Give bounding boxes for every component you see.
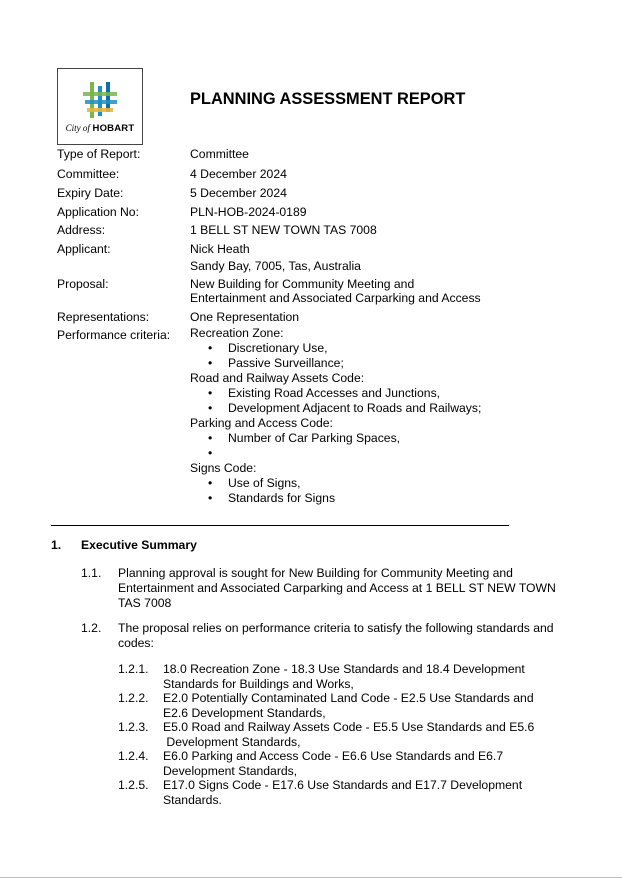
section-title: Executive Summary bbox=[81, 538, 197, 552]
subitem-number: 1.2.4. bbox=[118, 749, 149, 763]
criteria-item-text: Passive Surveillance; bbox=[228, 356, 344, 370]
paragraph-number: 1.1. bbox=[81, 566, 102, 580]
subitem-text bbox=[163, 691, 563, 721]
criteria-item-text: Use of Signs, bbox=[228, 476, 301, 490]
subitem-line: E17.0 Signs Code - E17.6 Use Standards and E17.7 Development bbox=[163, 778, 523, 792]
subitem-line: E6.0 Parking and Access Code - E6.6 Use Standards and E6.7 bbox=[163, 749, 504, 763]
subitem-number: 1.2.5. bbox=[118, 778, 149, 792]
criteria-item bbox=[190, 401, 481, 416]
meta-value: 5 December 2024 bbox=[190, 186, 287, 200]
meta-label: Proposal: bbox=[57, 277, 109, 291]
subitem-number: 1.2.3. bbox=[118, 720, 149, 734]
meta-label: Type of Report: bbox=[57, 147, 141, 161]
performance-criteria-list bbox=[190, 326, 481, 506]
subitem-line: Development Standards, bbox=[163, 764, 298, 778]
paragraph-text: Planning approval is sought for New Building for Community Meeting and Entertainment and Associated Carparking and Access at 1 BELL ST NEW TOWN TAS 7008 bbox=[118, 566, 556, 610]
meta-label: Application No: bbox=[57, 205, 139, 219]
meta-value: One Representation bbox=[190, 310, 300, 324]
section-number: 1. bbox=[51, 538, 62, 552]
subitem-text bbox=[163, 662, 563, 692]
bullet-icon: • bbox=[208, 401, 213, 415]
criteria-zone: Parking and Access Code: bbox=[190, 416, 333, 430]
subitem-line: Standards. bbox=[163, 793, 222, 807]
bullet-icon: • bbox=[208, 491, 213, 505]
bullet-icon: • bbox=[208, 476, 213, 490]
meta-value: Nick Heath bbox=[190, 242, 250, 256]
report-title: PLANNING ASSESSMENT REPORT bbox=[190, 90, 466, 108]
paragraph-text: The proposal relies on performance criteria to satisfy the following standards and codes: bbox=[118, 621, 554, 650]
subitem-text bbox=[163, 720, 563, 750]
meta-label: Expiry Date: bbox=[57, 186, 124, 200]
subitem-line: E2.0 Potentially Contaminated Land Code - E2.5 Use Standards and bbox=[163, 691, 534, 705]
paragraph-number: 1.2. bbox=[81, 621, 102, 635]
meta-label: Address: bbox=[57, 223, 106, 237]
subitem-number: 1.2.2. bbox=[118, 691, 149, 705]
criteria-item bbox=[190, 476, 481, 491]
page-bottom-edge bbox=[0, 877, 622, 878]
criteria-item-text: Discretionary Use, bbox=[228, 341, 328, 355]
criteria-item bbox=[190, 446, 481, 461]
subitem-text bbox=[163, 778, 563, 808]
meta-label: Performance criteria: bbox=[57, 328, 171, 342]
criteria-item bbox=[190, 431, 481, 446]
criteria-item-text: Existing Road Accesses and Junctions, bbox=[228, 386, 441, 400]
criteria-item bbox=[190, 491, 481, 506]
logo-city-of: City of bbox=[65, 123, 90, 133]
bullet-icon: • bbox=[208, 446, 213, 460]
subitem-line: E5.0 Road and Railway Assets Code - E5.5 Use Standards and E5.6 bbox=[163, 720, 535, 734]
city-of-hobart-logo bbox=[57, 68, 143, 145]
criteria-item-text: Number of Car Parking Spaces, bbox=[228, 431, 401, 445]
criteria-zone: Road and Railway Assets Code: bbox=[190, 371, 365, 385]
criteria-item-text: Standards for Signs bbox=[228, 491, 336, 505]
meta-label: Committee: bbox=[57, 167, 120, 181]
subitem-line: E2.6 Development Standards, bbox=[163, 706, 326, 720]
bullet-icon: • bbox=[208, 431, 213, 445]
subitem-text bbox=[163, 749, 563, 779]
logo-city-name: HOBART bbox=[92, 123, 135, 134]
logo-wordmark bbox=[58, 123, 142, 134]
meta-value: 1 BELL ST NEW TOWN TAS 7008 bbox=[190, 223, 377, 237]
meta-value-line2: Sandy Bay, 7005, Tas, Australia bbox=[190, 259, 361, 273]
subitem-line: Standards for Buildings and Works, bbox=[163, 677, 354, 691]
meta-value: New Building for Community Meeting and bbox=[190, 277, 415, 291]
meta-value: Committee bbox=[190, 147, 249, 161]
criteria-item-text: Development Adjacent to Roads and Railways; bbox=[228, 401, 482, 415]
criteria-zone: Recreation Zone: bbox=[190, 326, 284, 340]
section-divider bbox=[51, 525, 509, 526]
criteria-item bbox=[190, 386, 481, 401]
subitem-number: 1.2.1. bbox=[118, 662, 149, 676]
hobart-emblem-icon bbox=[81, 80, 121, 120]
criteria-zone: Signs Code: bbox=[190, 461, 257, 475]
meta-label: Representations: bbox=[57, 310, 150, 324]
subitem-line: Development Standards, bbox=[163, 735, 301, 749]
meta-value: PLN-HOB-2024-0189 bbox=[190, 205, 307, 219]
bullet-icon: • bbox=[208, 386, 213, 400]
bullet-icon: • bbox=[208, 341, 213, 355]
criteria-item bbox=[190, 341, 481, 356]
meta-value: 4 December 2024 bbox=[190, 167, 287, 181]
subitem-line: 18.0 Recreation Zone - 18.3 Use Standards and 18.4 Development bbox=[163, 662, 525, 676]
meta-label: Applicant: bbox=[57, 242, 111, 256]
bullet-icon: • bbox=[208, 356, 213, 370]
meta-value-line2: Entertainment and Associated Carparking and Access bbox=[190, 291, 481, 305]
criteria-item bbox=[190, 356, 481, 371]
